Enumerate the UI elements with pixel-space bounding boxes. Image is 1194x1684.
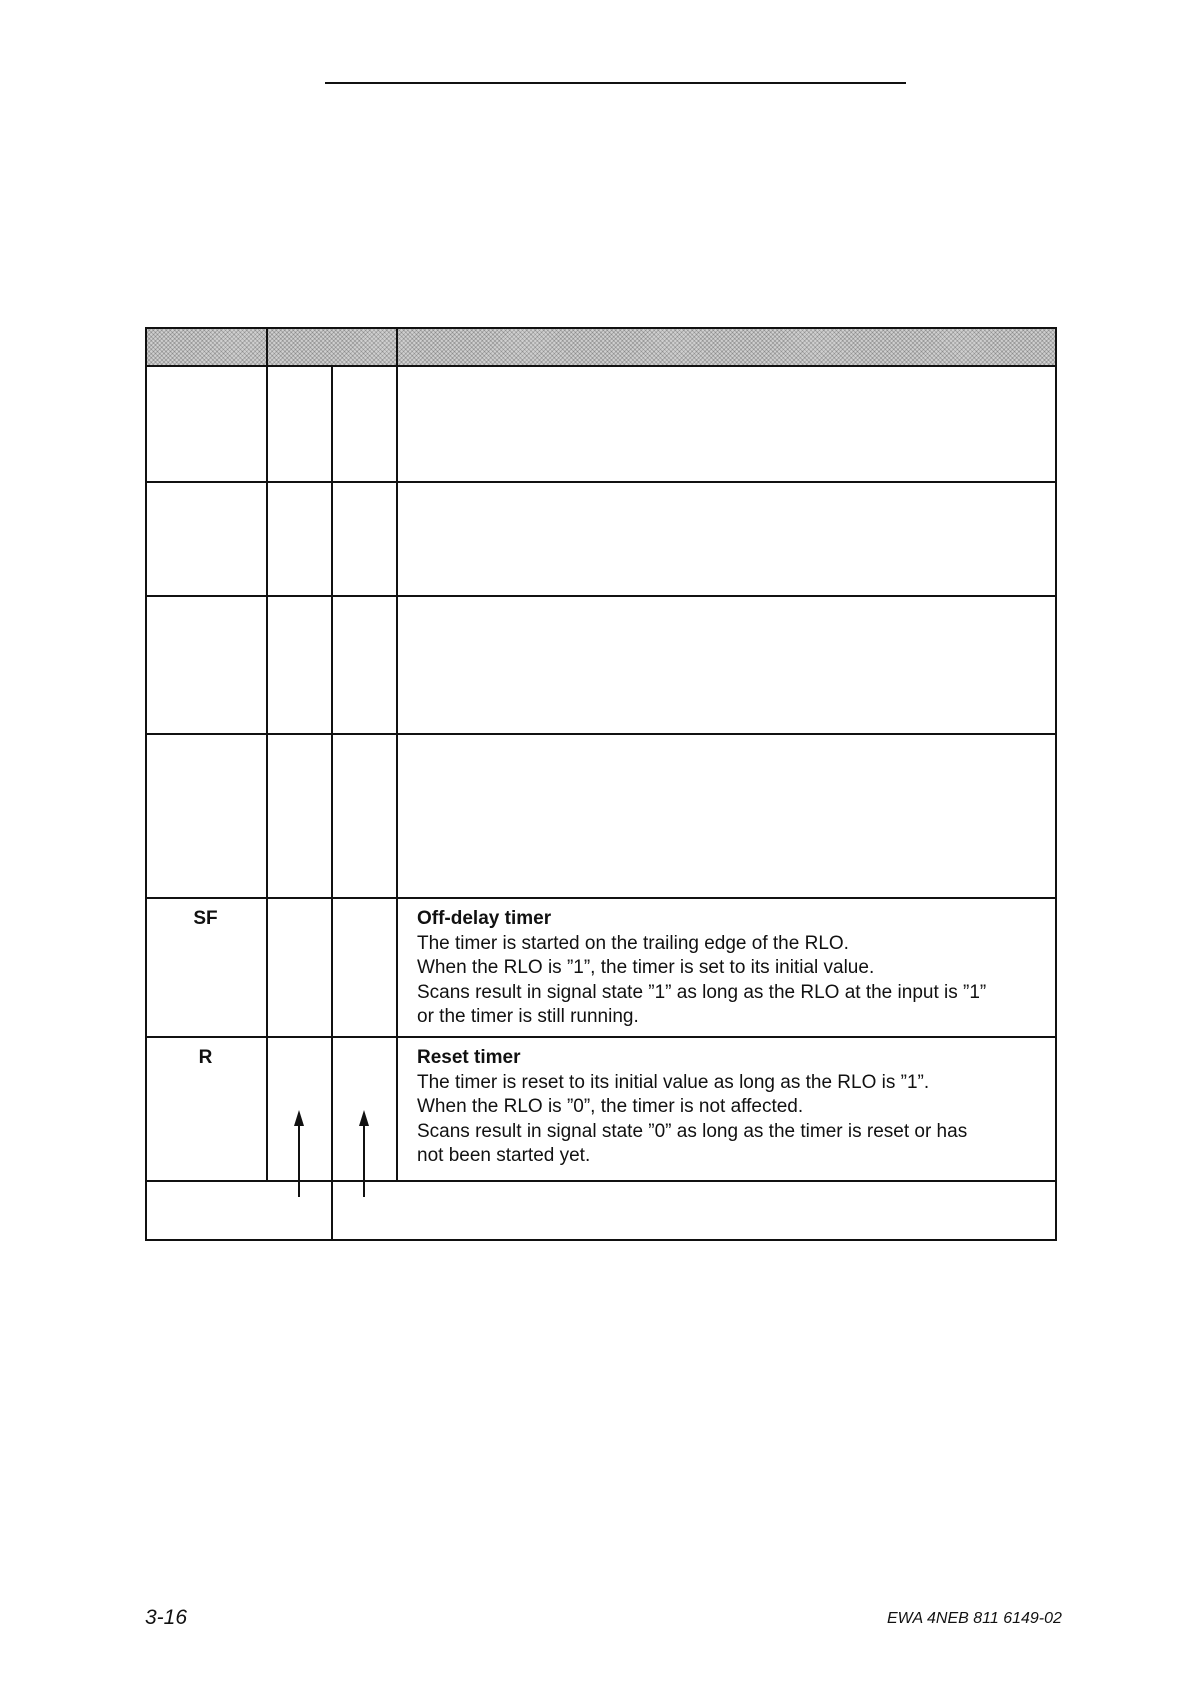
description-line: When the RLO is ”0”, the timer is not affected. xyxy=(417,1096,804,1117)
operation-cell-r: R xyxy=(198,1047,213,1068)
row-divider xyxy=(145,595,1057,597)
arrow-shaft xyxy=(363,1124,365,1197)
description-title: Off-delay timer xyxy=(417,908,552,929)
page-number: 3-16 xyxy=(145,1606,188,1629)
row-divider xyxy=(145,1180,1057,1182)
operation-cell-sf: SF xyxy=(193,908,218,929)
row-divider xyxy=(145,1036,1057,1038)
description-line: not been started yet. xyxy=(417,1145,591,1166)
col-divider-3 xyxy=(396,367,398,1182)
row-divider xyxy=(145,733,1057,735)
description-line: The timer is started on the trailing edge of the RLO. xyxy=(417,932,849,954)
description-cell-sf xyxy=(417,907,1042,1030)
table-right-border xyxy=(1055,327,1057,1241)
table-left-border xyxy=(145,327,147,1241)
description-line: When the RLO is ”1”, the timer is set to its initial value. xyxy=(417,957,875,978)
row-divider xyxy=(145,481,1057,483)
table-header xyxy=(145,327,1057,367)
description-line: Scans result in signal state ”1” as long as the RLO at the input is ”1” xyxy=(417,981,987,1003)
description-title: Reset timer xyxy=(417,1047,521,1068)
header-divider-2 xyxy=(396,327,398,367)
table-bottom-border xyxy=(145,1239,1057,1241)
description-line: The timer is reset to its initial value as long as the RLO is ”1”. xyxy=(417,1071,930,1093)
description-line: Scans result in signal state ”0” as long as the timer is reset or has xyxy=(417,1120,968,1142)
document-id: EWA 4NEB 811 6149-02 xyxy=(887,1610,1062,1627)
col-divider-2 xyxy=(331,367,333,1241)
operations-table xyxy=(145,327,1057,1241)
arrow-shaft xyxy=(298,1124,300,1197)
top-rule xyxy=(325,82,906,84)
row-divider xyxy=(145,897,1057,899)
description-cell-r xyxy=(417,1046,1042,1169)
header-divider-1 xyxy=(266,327,268,367)
col-divider-1 xyxy=(266,367,268,1182)
description-line: or the timer is still running. xyxy=(417,1006,639,1027)
